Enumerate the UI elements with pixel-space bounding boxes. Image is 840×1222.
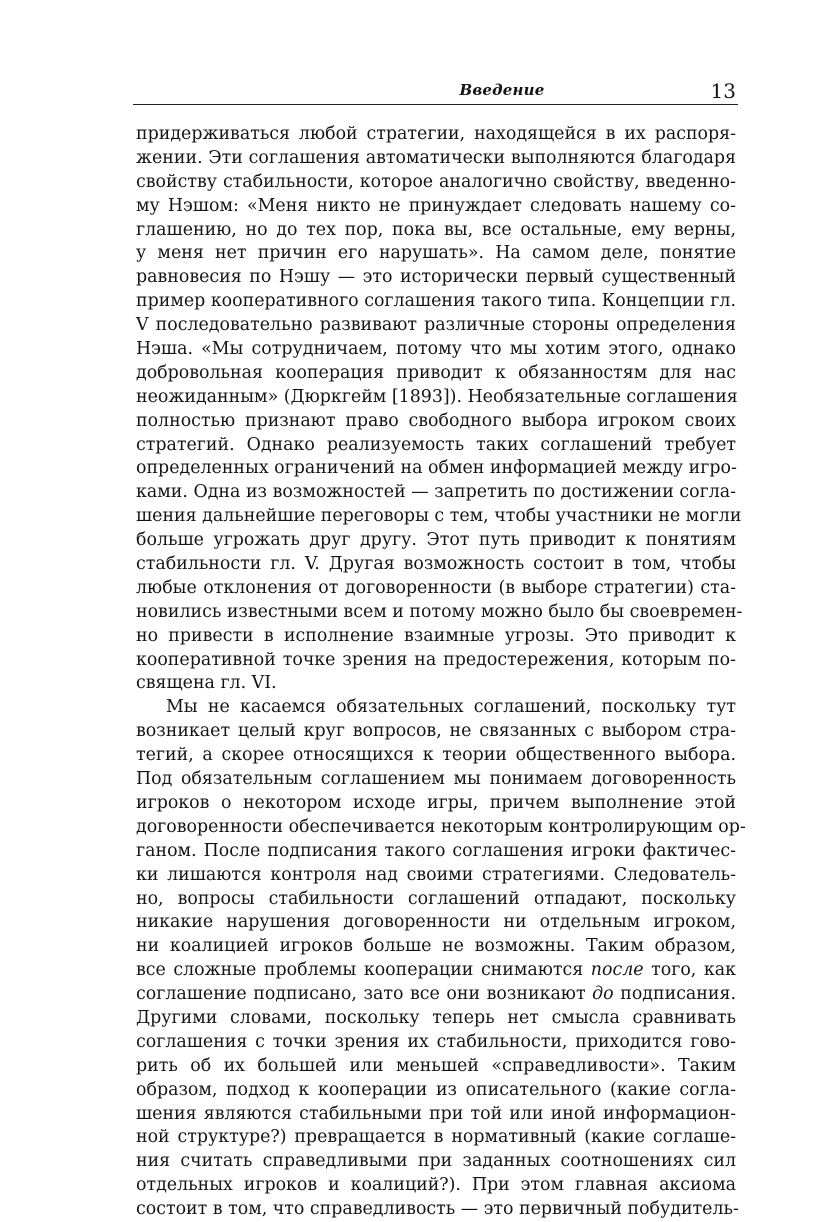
text-line: ками. Одна из возможностей — запретить по достижении согла- (136, 482, 736, 503)
text-line: у меня нет причин его нарушать». На самом деле, понятие (136, 243, 736, 264)
text-line: определенных ограничений на обмен информацией между игро- (136, 458, 737, 479)
paragraph-last-line: священа гл. VI. (136, 673, 277, 694)
text-line: пример кооперативного соглашения такого типа. Концепции гл. (136, 291, 736, 312)
line-segment: того, как (643, 960, 736, 981)
text-line: игроков о некотором исходе игры, причем выполнение этой (136, 792, 736, 813)
text-line: шения являются стабильными при той или иной информацион- (136, 1103, 736, 1124)
text-line: любые отклонения от договоренности (в выборе стратегии) ста- (136, 577, 736, 598)
text-line: ганом. После подписания такого соглашения игроки фактичес- (136, 840, 736, 861)
text-line: образом, подход к кооперации из описательного (какие согла- (136, 1079, 736, 1100)
text-line: соглашения с точки зрения их стабильности, приходится гово- (136, 1031, 736, 1052)
text-line: равновесия по Нэшу — это исторически первый существенный (136, 267, 736, 288)
text-line: ния считать справедливыми при заданных соотношениях сил (136, 1151, 736, 1172)
text-line: состоит в том, что справедливость — это первичный побудитель- (136, 1199, 739, 1220)
text-line: стабильности гл. V. Другая возможность состоит в том, чтобы (136, 554, 736, 575)
text-line: Нэша. «Мы сотрудничаем, потому что мы хотим этого, однако (136, 339, 736, 360)
text-line: Под обязательным соглашением мы понимаем договоренность (136, 769, 736, 790)
text-line: стратегий. Однако реализуемость таких соглашений требует (136, 434, 736, 455)
text-line: добровольная кооперация приводит к обязанностям для нас (136, 362, 736, 383)
text-line: полностью признают право свободного выбора игроком своих (136, 410, 736, 431)
text-line: шения дальнейшие переговоры с тем, чтобы участники не могли (136, 506, 742, 527)
emphasized-word: после (590, 960, 644, 981)
line-segment: соглашение подписано, зато все они возникают (136, 984, 593, 1005)
line-segment: подписания. (613, 984, 736, 1005)
text-line: жении. Эти соглашения автоматически выполняются благодаря (136, 147, 736, 168)
line-segment: все сложные проблемы кооперации снимаются (136, 960, 591, 981)
text-line: тегий, а скорее относящихся к теории общественного выбора. (136, 745, 736, 766)
text-line: ной структуре?) превращается в нормативный (какие соглаше- (136, 1127, 736, 1148)
text-line: больше угрожать друг другу. Этот путь приводит к понятиям (136, 530, 736, 551)
text-line: кооперативной точке зрения на предостережения, которым по- (136, 649, 736, 670)
text-line: придерживаться любой стратегии, находящейся в их распоря- (136, 124, 736, 144)
text-line: рить об их большей или меньшей «справедливости». Таким (136, 1055, 736, 1076)
text-line: V последовательно развивают различные стороны определения (136, 315, 736, 336)
text-line: ни коалицией игроков больше не возможны. Таким образом, (136, 936, 736, 957)
text-line: но привести в исполнение взаимные угрозы. Это приводит к (136, 625, 736, 646)
text-line: новились известными всем и потому можно было бы своевремен- (136, 601, 743, 622)
text-line: ки лишаются контроля над своими стратегиями. Следователь- (136, 864, 736, 885)
paragraph-first-line: Мы не касаемся обязательных соглашений, поскольку тут (166, 697, 736, 718)
body-text (136, 123, 746, 1222)
page-number: 13 (710, 79, 736, 103)
text-line-with-emphasis (136, 959, 736, 983)
page-header (133, 80, 738, 105)
text-line: му Нэшом: «Меня никто не принуждает следовать нашему со- (136, 195, 736, 216)
text-line: неожиданным» (Дюркгейм [1893]). Необязательные соглашения (136, 386, 738, 407)
text-line: никакие нарушения договоренности ни отдельным игроком, (136, 912, 736, 933)
text-line-with-emphasis (136, 983, 736, 1007)
emphasized-word: до (592, 984, 614, 1005)
text-line: Другими словами, поскольку теперь нет смысла сравнивать (136, 1007, 736, 1028)
text-line: договоренности обеспечивается некоторым контролирующим ор- (136, 816, 746, 837)
text-line: глашению, но до тех пор, пока вы, все остальные, ему верны, (136, 219, 736, 240)
text-line: но, вопросы стабильности соглашений отпадают, поскольку (136, 888, 736, 909)
text-line: отдельных игроков и коалиций?). При этом главная аксиома (136, 1175, 736, 1196)
text-line: возникает целый круг вопросов, не связанных с выбором стра- (136, 721, 736, 742)
running-title: Введение (459, 81, 545, 99)
text-line: свойству стабильности, которое аналогично свойству, введенно- (136, 171, 736, 192)
